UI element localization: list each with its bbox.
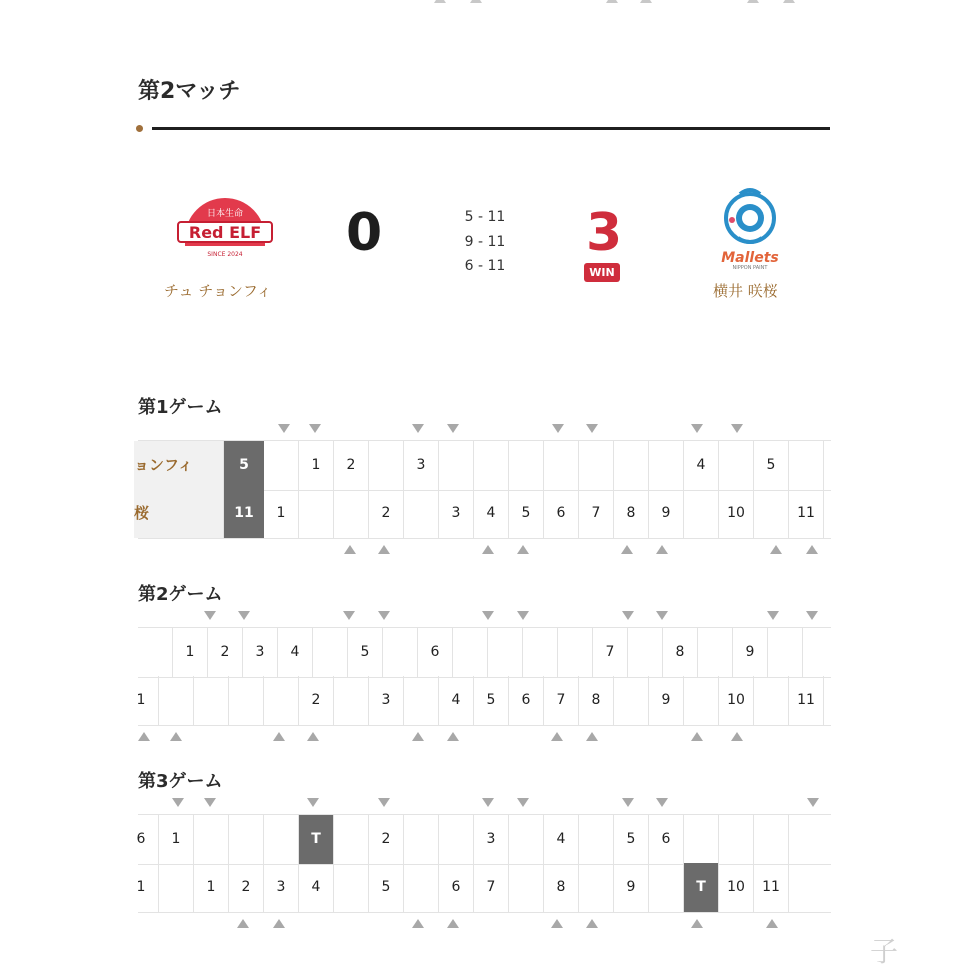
game-1-left-point-cell [509,441,544,490]
serve-down-arrow-icon [172,798,184,807]
game-1-right-point-cell [754,489,789,538]
game-3-right-point-cell [404,863,439,912]
game-2-left-point-cell [628,628,663,677]
game-1-right-point-cell: 10 [719,489,754,538]
title-rule [152,127,830,130]
game-3-left-point-cell [754,815,789,864]
game-1-left-point-cell [789,441,824,490]
game-2-right-point-cell: 4 [439,676,474,725]
serve-up-arrow-icon [586,732,598,741]
serve-up-arrow-icon [621,545,633,554]
mallets-logo [710,186,790,270]
game-2-right-point-cell: 9 [649,676,684,725]
game-2-title: 第2ゲーム [138,584,223,605]
serve-down-arrow-icon [731,424,743,433]
game-1-left-point-cell [474,441,509,490]
game-2-left-point-cell: 3 [243,628,278,677]
serve-down-arrow-icon [656,798,668,807]
serve-down-arrow-icon [691,424,703,433]
game-3-right-point-cell: 1 [194,863,229,912]
game-1-right-point-cell: 2 [369,489,404,538]
game-3-right-point-cell: 10 [719,863,754,912]
red-elf-logo [173,196,277,266]
serve-down-arrow-icon [278,424,290,433]
serve-up-arrow-icon [273,919,285,928]
game-2-right-point-cell [404,676,439,725]
game-3-left-point-cell [194,815,229,864]
serve-down-arrow-icon [482,798,494,807]
game-3-right-point-cell [159,863,194,912]
serve-up-arrow-icon [170,732,182,741]
game-1-left-point-cell: 4 [684,441,719,490]
game-score-3: 6 - 11 [464,258,506,274]
game-2-right-point-cell [684,676,719,725]
game-3-left-timeout-cell: T [299,815,334,864]
game-3-right-timeout-cell: T [684,863,719,912]
game-3-right-point-cell: 6 [439,863,474,912]
game-2-right-point-cell: 5 [474,676,509,725]
game-3-right-point-cell [649,863,684,912]
game-3-right-point-cell: 9 [614,863,649,912]
svg-text:SINCE 2024: SINCE 2024 [207,251,243,258]
game-2-left-point-cell: 1 [173,628,208,677]
title-dot [136,125,143,132]
game-3-right-point-cell: 8 [544,863,579,912]
game-score-list [455,207,515,281]
game-3-left-point-cell [509,815,544,864]
serve-up-arrow-icon [378,545,390,554]
game-1-left-point-cell: 3 [404,441,439,490]
right-player-name[interactable]: 横井 咲桜 [713,282,778,300]
left-player-name[interactable]: チュ チョンフィ [164,282,272,300]
game-1-right-point-cell: 8 [614,489,649,538]
game-3-right-point-cell: 11 [754,863,789,912]
game-2-right-point-cell [264,676,299,725]
game-3-left-point-cell [684,815,719,864]
serve-down-arrow-icon [807,798,819,807]
serve-up-arrow-icon [766,919,778,928]
game-1-right-point-cell [299,489,334,538]
game-2-left-point-cell [313,628,348,677]
game-2-left-point-cell: 8 [663,628,698,677]
game-2-left-point-cell [383,628,418,677]
serve-down-arrow-icon [309,424,321,433]
serve-down-arrow-icon [586,424,598,433]
serve-up-arrow-icon [412,732,424,741]
game-2-right-point-cell [194,676,229,725]
serve-down-arrow-icon [517,611,529,620]
game-3-right-point-cell: 7 [474,863,509,912]
serve-up-arrow-icon [551,919,563,928]
game-1-left-point-cell [719,441,754,490]
game-3-left-point-cell [439,815,474,864]
previous-section-arrows [0,0,974,6]
serve-down-arrow-icon [378,798,390,807]
serve-down-arrow-icon [447,424,459,433]
game-3-right-point-cell: 2 [229,863,264,912]
win-badge: WIN [584,263,620,282]
serve-down-arrow-icon [307,798,319,807]
game-1-left-point-cell: 2 [334,441,369,490]
serve-up-arrow-icon [731,732,743,741]
serve-up-arrow-icon [691,732,703,741]
game-2-row-left-player [138,627,831,678]
game-3-row-right-player [138,863,831,913]
watermark: 子 [870,935,901,968]
game-1-left-point-cell: 5 [754,441,789,490]
game-1-right-point-cell: 1 [264,489,299,538]
game-2-right-point-cell [159,676,194,725]
game-1-right-point-cell: 3 [439,489,474,538]
game-1-left-point-cell [369,441,404,490]
serve-up-arrow-icon [138,732,150,741]
game-3-left-point-cell: 6 [124,815,159,864]
game-2-left-point-cell: 2 [208,628,243,677]
game-3-left-point-cell: 4 [544,815,579,864]
game-1-right-point-cell: 9 [649,489,684,538]
serve-down-arrow-icon [482,611,494,620]
serve-up-arrow-icon [447,919,459,928]
game-3-right-point-cell: 4 [299,863,334,912]
game-1-point-grid [134,440,831,539]
game-3-left-point-cell: 3 [474,815,509,864]
game-2-left-point-cell: 6 [418,628,453,677]
game-3-left-point-cell: 5 [614,815,649,864]
serve-down-arrow-icon [656,611,668,620]
game-2-right-point-cell [334,676,369,725]
serve-down-arrow-icon [412,424,424,433]
svg-text:日本生命: 日本生命 [206,209,244,219]
game-2-right-point-cell: 8 [579,676,614,725]
serve-down-arrow-icon [767,611,779,620]
match-title: 第2マッチ [138,79,241,104]
serve-up-arrow-icon [517,545,529,554]
serve-up-arrow-icon [412,919,424,928]
serve-down-arrow-icon [517,798,529,807]
serve-up-arrow-icon [806,545,818,554]
serve-up-arrow-icon [344,545,356,554]
game-3-left-point-cell: 6 [649,815,684,864]
serve-down-arrow-icon [622,611,634,620]
game-2-point-grid [138,627,831,726]
game-score-2: 9 - 11 [464,233,506,250]
serve-down-arrow-icon [378,611,390,620]
game-2-left-point-cell: 5 [348,628,383,677]
serve-up-arrow-icon [586,919,598,928]
game-1-right-point-cell [684,489,719,538]
serve-up-arrow-icon [482,545,494,554]
serve-down-arrow-icon [238,611,250,620]
game-1-right-point-cell: 6 [544,489,579,538]
game-3-left-point-cell: 2 [369,815,404,864]
serve-up-arrow-icon [447,732,459,741]
game-2-left-point-cell [558,628,593,677]
serve-up-arrow-icon [770,545,782,554]
svg-text:Mallets: Mallets [721,250,779,266]
game-2-left-point-cell [453,628,488,677]
serve-down-arrow-icon [806,611,818,620]
game-2-right-point-cell [754,676,789,725]
game-3-left-point-cell [404,815,439,864]
game-2-right-point-cell: 1 [124,676,159,725]
serve-up-arrow-icon [656,545,668,554]
game-1-left-point-cell [439,441,474,490]
game-1-row-right-player [134,489,831,539]
game-1-right-point-cell: 7 [579,489,614,538]
game-1-row-left-player [134,440,831,491]
game-score-1: 5 - 11 [464,209,506,225]
game-3-left-point-cell [719,815,754,864]
game-1-left-final: 5 [224,441,264,490]
game-1-right-final: 11 [224,489,264,538]
game-3-row-left-player [138,814,831,865]
game-1-left-point-cell: 1 [299,441,334,490]
game-1-right-point-cell [404,489,439,538]
svg-text:Red ELF: Red ELF [188,223,262,242]
serve-down-arrow-icon [204,798,216,807]
game-1-right-point-cell [334,489,369,538]
game-3-left-point-cell: 1 [159,815,194,864]
game-2-left-point-cell [488,628,523,677]
game-2-left-point-cell [698,628,733,677]
game-2-row-right-player [138,676,831,726]
game-1-right-name: 桜 [134,489,224,538]
game-2-left-point-cell: 7 [593,628,628,677]
serve-up-arrow-icon [237,919,249,928]
game-3-right-point-cell: 5 [369,863,404,912]
game-3-right-point-cell [509,863,544,912]
game-1-right-point-cell: 11 [789,489,824,538]
game-3-right-point-cell: 3 [264,863,299,912]
game-2-right-point-cell [229,676,264,725]
game-1-title: 第1ゲーム [138,397,223,418]
game-1-left-point-cell [264,441,299,490]
serve-down-arrow-icon [552,424,564,433]
game-1-right-point-cell: 5 [509,489,544,538]
serve-up-arrow-icon [273,732,285,741]
serve-up-arrow-icon [691,919,703,928]
game-3-right-point-cell [334,863,369,912]
game-2-right-point-cell: 7 [544,676,579,725]
game-1-left-point-cell [649,441,684,490]
game-2-left-point-cell [768,628,803,677]
left-match-score: 0 [346,203,383,263]
game-2-left-point-cell: 9 [733,628,768,677]
game-3-left-point-cell [264,815,299,864]
game-3-point-grid [138,814,831,913]
game-2-left-point-cell [138,628,173,677]
game-2-left-point-cell [523,628,558,677]
game-2-right-point-cell: 11 [789,676,824,725]
game-1-left-point-cell [614,441,649,490]
game-3-title: 第3ゲーム [138,771,223,792]
game-3-right-point-cell: 1 [124,863,159,912]
game-2-right-point-cell: 3 [369,676,404,725]
serve-down-arrow-icon [622,798,634,807]
game-2-right-point-cell: 6 [509,676,544,725]
game-2-right-point-cell: 2 [299,676,334,725]
game-1-left-name: ョンフィ [134,441,224,490]
game-3-left-point-cell [579,815,614,864]
game-3-right-point-cell [579,863,614,912]
game-1-left-point-cell [544,441,579,490]
serve-down-arrow-icon [204,611,216,620]
game-2-right-point-cell: 10 [719,676,754,725]
game-3-left-point-cell [229,815,264,864]
svg-text:NIPPON PAINT: NIPPON PAINT [732,265,768,271]
right-match-score: 3 [586,203,623,263]
serve-up-arrow-icon [551,732,563,741]
serve-down-arrow-icon [343,611,355,620]
game-1-right-point-cell: 4 [474,489,509,538]
game-2-right-point-cell [614,676,649,725]
game-2-left-point-cell: 4 [278,628,313,677]
game-3-left-point-cell [334,815,369,864]
game-1-left-point-cell [579,441,614,490]
serve-up-arrow-icon [307,732,319,741]
